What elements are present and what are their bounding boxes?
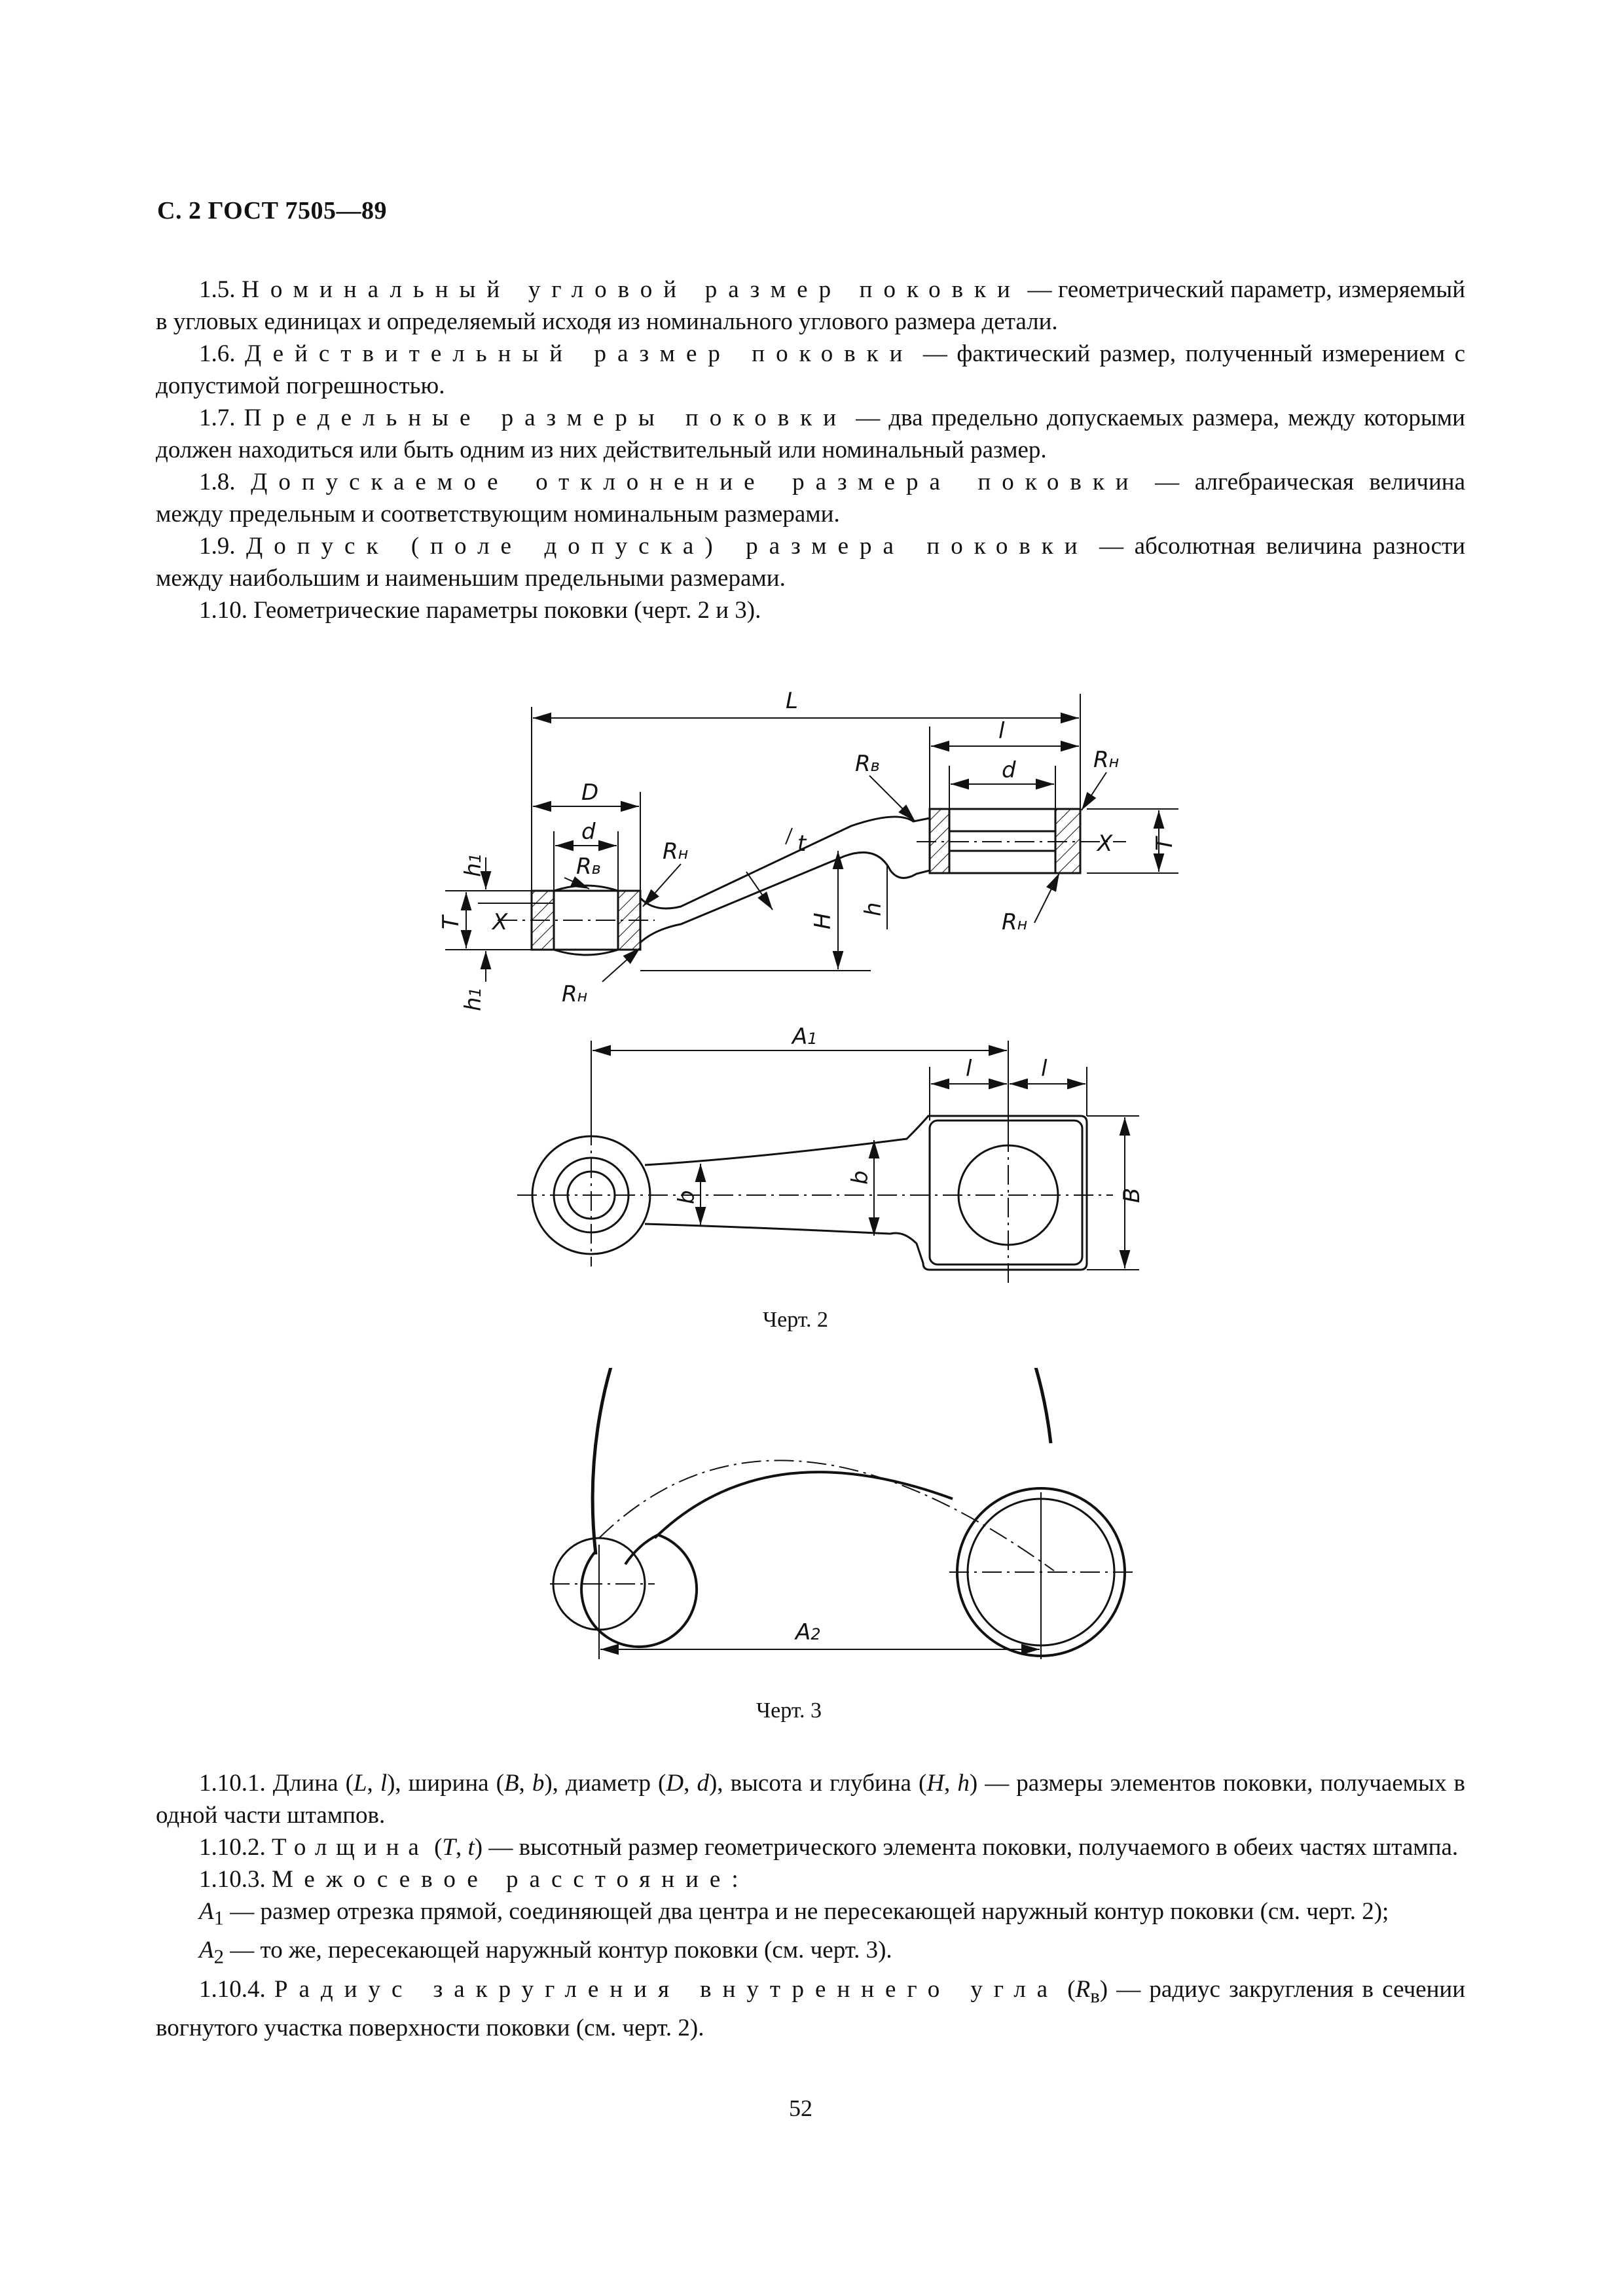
label-d-right: d	[1002, 757, 1016, 783]
page-header: С. 2 ГОСТ 7505—89	[157, 197, 387, 224]
label-l-a: l	[966, 1056, 972, 1082]
paragraph-1-10-4: 1.10.4. Радиус закругления внутреннего угла $(R_в)$ — радиус закругления в сечении вогнутого участка поверхности поковки (см. черт. 2).	[156, 1975, 1466, 2042]
para-term: Действительный размер поковки	[244, 340, 914, 367]
para-dash: —	[1021, 276, 1059, 303]
plan-view	[517, 1024, 1145, 1283]
Rn-right-top-leader	[1082, 772, 1106, 810]
label-Rv-left: Rв	[576, 853, 601, 880]
para-text: Геометрические параметры поковки (черт. 2 и 3).	[253, 597, 761, 624]
paragraph-1-8	[156, 466, 1465, 530]
paragraph-1-10	[156, 594, 1465, 626]
para-term: Допуск (поле допуска) размера поковки	[246, 533, 1089, 560]
para-dash: —	[913, 340, 957, 367]
figure-2	[419, 668, 1205, 1283]
para-number: 1.7.	[199, 404, 236, 431]
figure-3-caption: Черт. 3	[756, 1698, 822, 1723]
arm-and-head-outline	[645, 1116, 1087, 1270]
figure-3	[511, 1368, 1152, 1689]
para-text: абсолютная величина разности между наибольшим и наименьшим предельными размерами.	[156, 533, 1466, 592]
label-B: B	[1119, 1187, 1145, 1203]
label-Rn-right-bottom: Rн	[1002, 909, 1028, 935]
label-Rn-right-top: Rн	[1093, 747, 1120, 773]
para-number: 1.6.	[199, 340, 236, 367]
para-term: Предельные размеры поковки	[244, 404, 848, 431]
label-l-b: l	[1041, 1056, 1048, 1082]
figure-2-caption: Черт. 2	[763, 1308, 829, 1332]
label-H: H	[810, 912, 836, 929]
label-d-left: d	[581, 819, 596, 845]
label-b-right: b	[847, 1170, 873, 1185]
paragraph-A1: $A_1$ — размер отрезка прямой, соединяющей два центра и не пересекающей наружный контур поковки (см. черт. 2);	[199, 1898, 1389, 1929]
label-l: l	[998, 718, 1005, 744]
paragraphs-top	[156, 274, 1465, 626]
label-b-left: b	[674, 1190, 700, 1204]
label-Rv-right: Rв	[855, 751, 880, 777]
paragraph-1-6	[156, 338, 1465, 402]
label-h: h	[860, 902, 886, 916]
label-X-right: X	[1097, 831, 1113, 857]
label-L: L	[786, 688, 798, 714]
paragraph-1-10-1: 1.10.1. Длина (L, l), ширина (B, b), диаметр (D, d), высота и глубина (H, h) — размеры элементов поковки, получаемых в одной части штампов.	[156, 1770, 1466, 1829]
label-A1: A1	[792, 1024, 818, 1050]
para-number: 1.5.	[199, 276, 236, 303]
paragraphs-bottom	[156, 1767, 1465, 2044]
label-Rn-left-top: Rн	[663, 838, 689, 865]
para-dash: —	[1139, 469, 1195, 495]
paragraph-1-7	[156, 402, 1465, 466]
dim-t-line	[746, 872, 773, 910]
Rn-left-top-leader	[643, 864, 681, 906]
label-A2: A2	[795, 1619, 821, 1645]
page-number: 52	[789, 2095, 812, 2121]
arc-inner-bottom	[655, 1472, 953, 1538]
label-X-left: X	[492, 909, 508, 935]
arc-centerline	[599, 1460, 1054, 1571]
para-term: Допускаемое отклонение размера поковки	[251, 469, 1140, 495]
para-number: 1.8.	[199, 469, 236, 495]
para-text: алгебраическая величина между предельным и соответствующим номинальным размерами.	[156, 469, 1465, 528]
label-D: D	[581, 780, 599, 806]
dim-t-leader	[786, 828, 792, 844]
para-term: Номинальный угловой размер поковки	[242, 276, 1021, 303]
label-T-right: T	[1152, 837, 1178, 851]
para-number: 1.9.	[199, 533, 236, 560]
label-Rn-left-bottom: Rн	[562, 981, 588, 1007]
para-text: геометрический параметр, измеряемый в угловых единицах и определяемый исходя из номинального углового размера детали.	[156, 276, 1466, 335]
figure-2-drawing	[419, 668, 1205, 1283]
arc-outer-top	[593, 1368, 1051, 1554]
head-inner-outline	[930, 1121, 1082, 1265]
para-dash: —	[847, 404, 889, 431]
label-h1-bottom: h1	[460, 987, 486, 1011]
Rv-right-leader	[869, 776, 915, 821]
paragraph-1-9	[156, 530, 1465, 594]
arm-lower-edge	[640, 852, 930, 942]
label-T-left: T	[438, 916, 464, 929]
figure-3-drawing	[511, 1368, 1152, 1689]
label-h1-top: h1	[460, 853, 486, 877]
side-view	[438, 688, 1178, 1011]
paragraph-A2: $A_2$ — то же, пересекающей наружный контур поковки (см. черт. 3).	[199, 1937, 892, 1968]
para-number: 1.10.	[199, 597, 247, 624]
paragraph-1-10-2: 1.10.2. Толщина (T, t) — высотный размер геометрического элемента поковки, получаемого в обеих частях штампа.	[199, 1834, 1459, 1861]
para-text: два предельно допускаемых размера, между которыми должен находиться или быть одним из них действительный или номинальный размер.	[156, 404, 1465, 463]
para-text: фактический размер, полученный измерением с допустимой погрешностью.	[156, 340, 1466, 399]
paragraph-1-10-3: 1.10.3. Межосевое расстояние:	[199, 1866, 739, 1893]
Rn-right-bottom-leader	[1034, 873, 1059, 923]
para-dash: —	[1088, 533, 1135, 560]
label-t: t	[797, 831, 807, 857]
paragraph-1-5	[156, 274, 1465, 338]
